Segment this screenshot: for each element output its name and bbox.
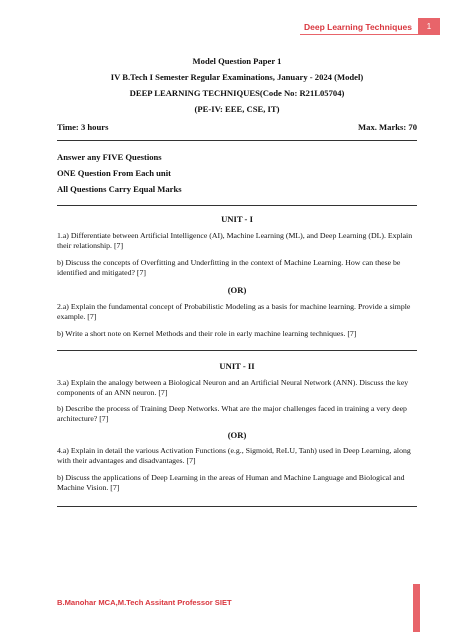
or-separator: (OR) xyxy=(227,430,247,440)
divider xyxy=(57,205,417,206)
instruction: Answer any FIVE Questions xyxy=(57,152,162,162)
time-label: Time: 3 hours xyxy=(57,122,109,132)
footer-accent-bar xyxy=(413,584,420,632)
paper-title: Model Question Paper 1 xyxy=(192,56,282,66)
header-divider xyxy=(300,34,440,35)
header-brand: Deep Learning Techniques xyxy=(303,22,412,32)
divider xyxy=(57,506,417,507)
divider xyxy=(57,140,417,141)
unit-heading: UNIT - II xyxy=(219,361,255,371)
course-title: DEEP LEARNING TECHNIQUES(Code No: R21L05704) xyxy=(129,88,345,98)
question: 4.a) Explain in detail the various Activation Functions (e.g., Sigmoid, ReLU, Tanh) used in Deep Learning, along with their advantages and disadvantages. [7] xyxy=(57,446,411,466)
unit-heading: UNIT - I xyxy=(221,214,253,224)
question: 3.a) Explain the analogy between a Biological Neuron and an Artificial Neural Network (ANN). Discuss the key components of an ANN neuron. [7] xyxy=(57,378,409,398)
instruction: ONE Question From Each unit xyxy=(57,168,171,178)
question: b) Discuss the applications of Deep Learning in the areas of Human and Machine Language and Biological and Machine Vision. [7] xyxy=(57,473,405,493)
question: b) Describe the process of Training Deep Networks. What are the major challenges faced in training a very deep architecture? [7] xyxy=(57,404,407,424)
or-separator: (OR) xyxy=(227,285,247,295)
divider xyxy=(57,350,417,351)
question: 1.a) Differentiate between Artificial Intelligence (AI), Machine Learning (ML), and Deep Learning (DL). Explain their relationship. [7] xyxy=(57,231,413,251)
max-marks-label: Max. Marks: 70 xyxy=(358,122,417,132)
branches: (PE-IV: EEE, CSE, IT) xyxy=(194,104,280,114)
question: 2.a) Explain the fundamental concept of Probabilistic Modeling as a basis for machine learning. Provide a simple example. [7] xyxy=(57,302,411,322)
question: b) Discuss the concepts of Overfitting and Underfitting in the context of Machine Learning. How can these be identified and mitigated? [7] xyxy=(57,258,401,278)
instruction: All Questions Carry Equal Marks xyxy=(57,184,182,194)
exam-title: IV B.Tech I Semester Regular Examinations, January - 2024 (Model) xyxy=(110,72,364,82)
page-number: 1 xyxy=(418,18,440,34)
footer-author: B.Manohar MCA,M.Tech Assitant Professor SIET xyxy=(57,598,232,607)
question: b) Write a short note on Kernel Methods and their role in early machine learning techniques. [7] xyxy=(57,329,357,338)
